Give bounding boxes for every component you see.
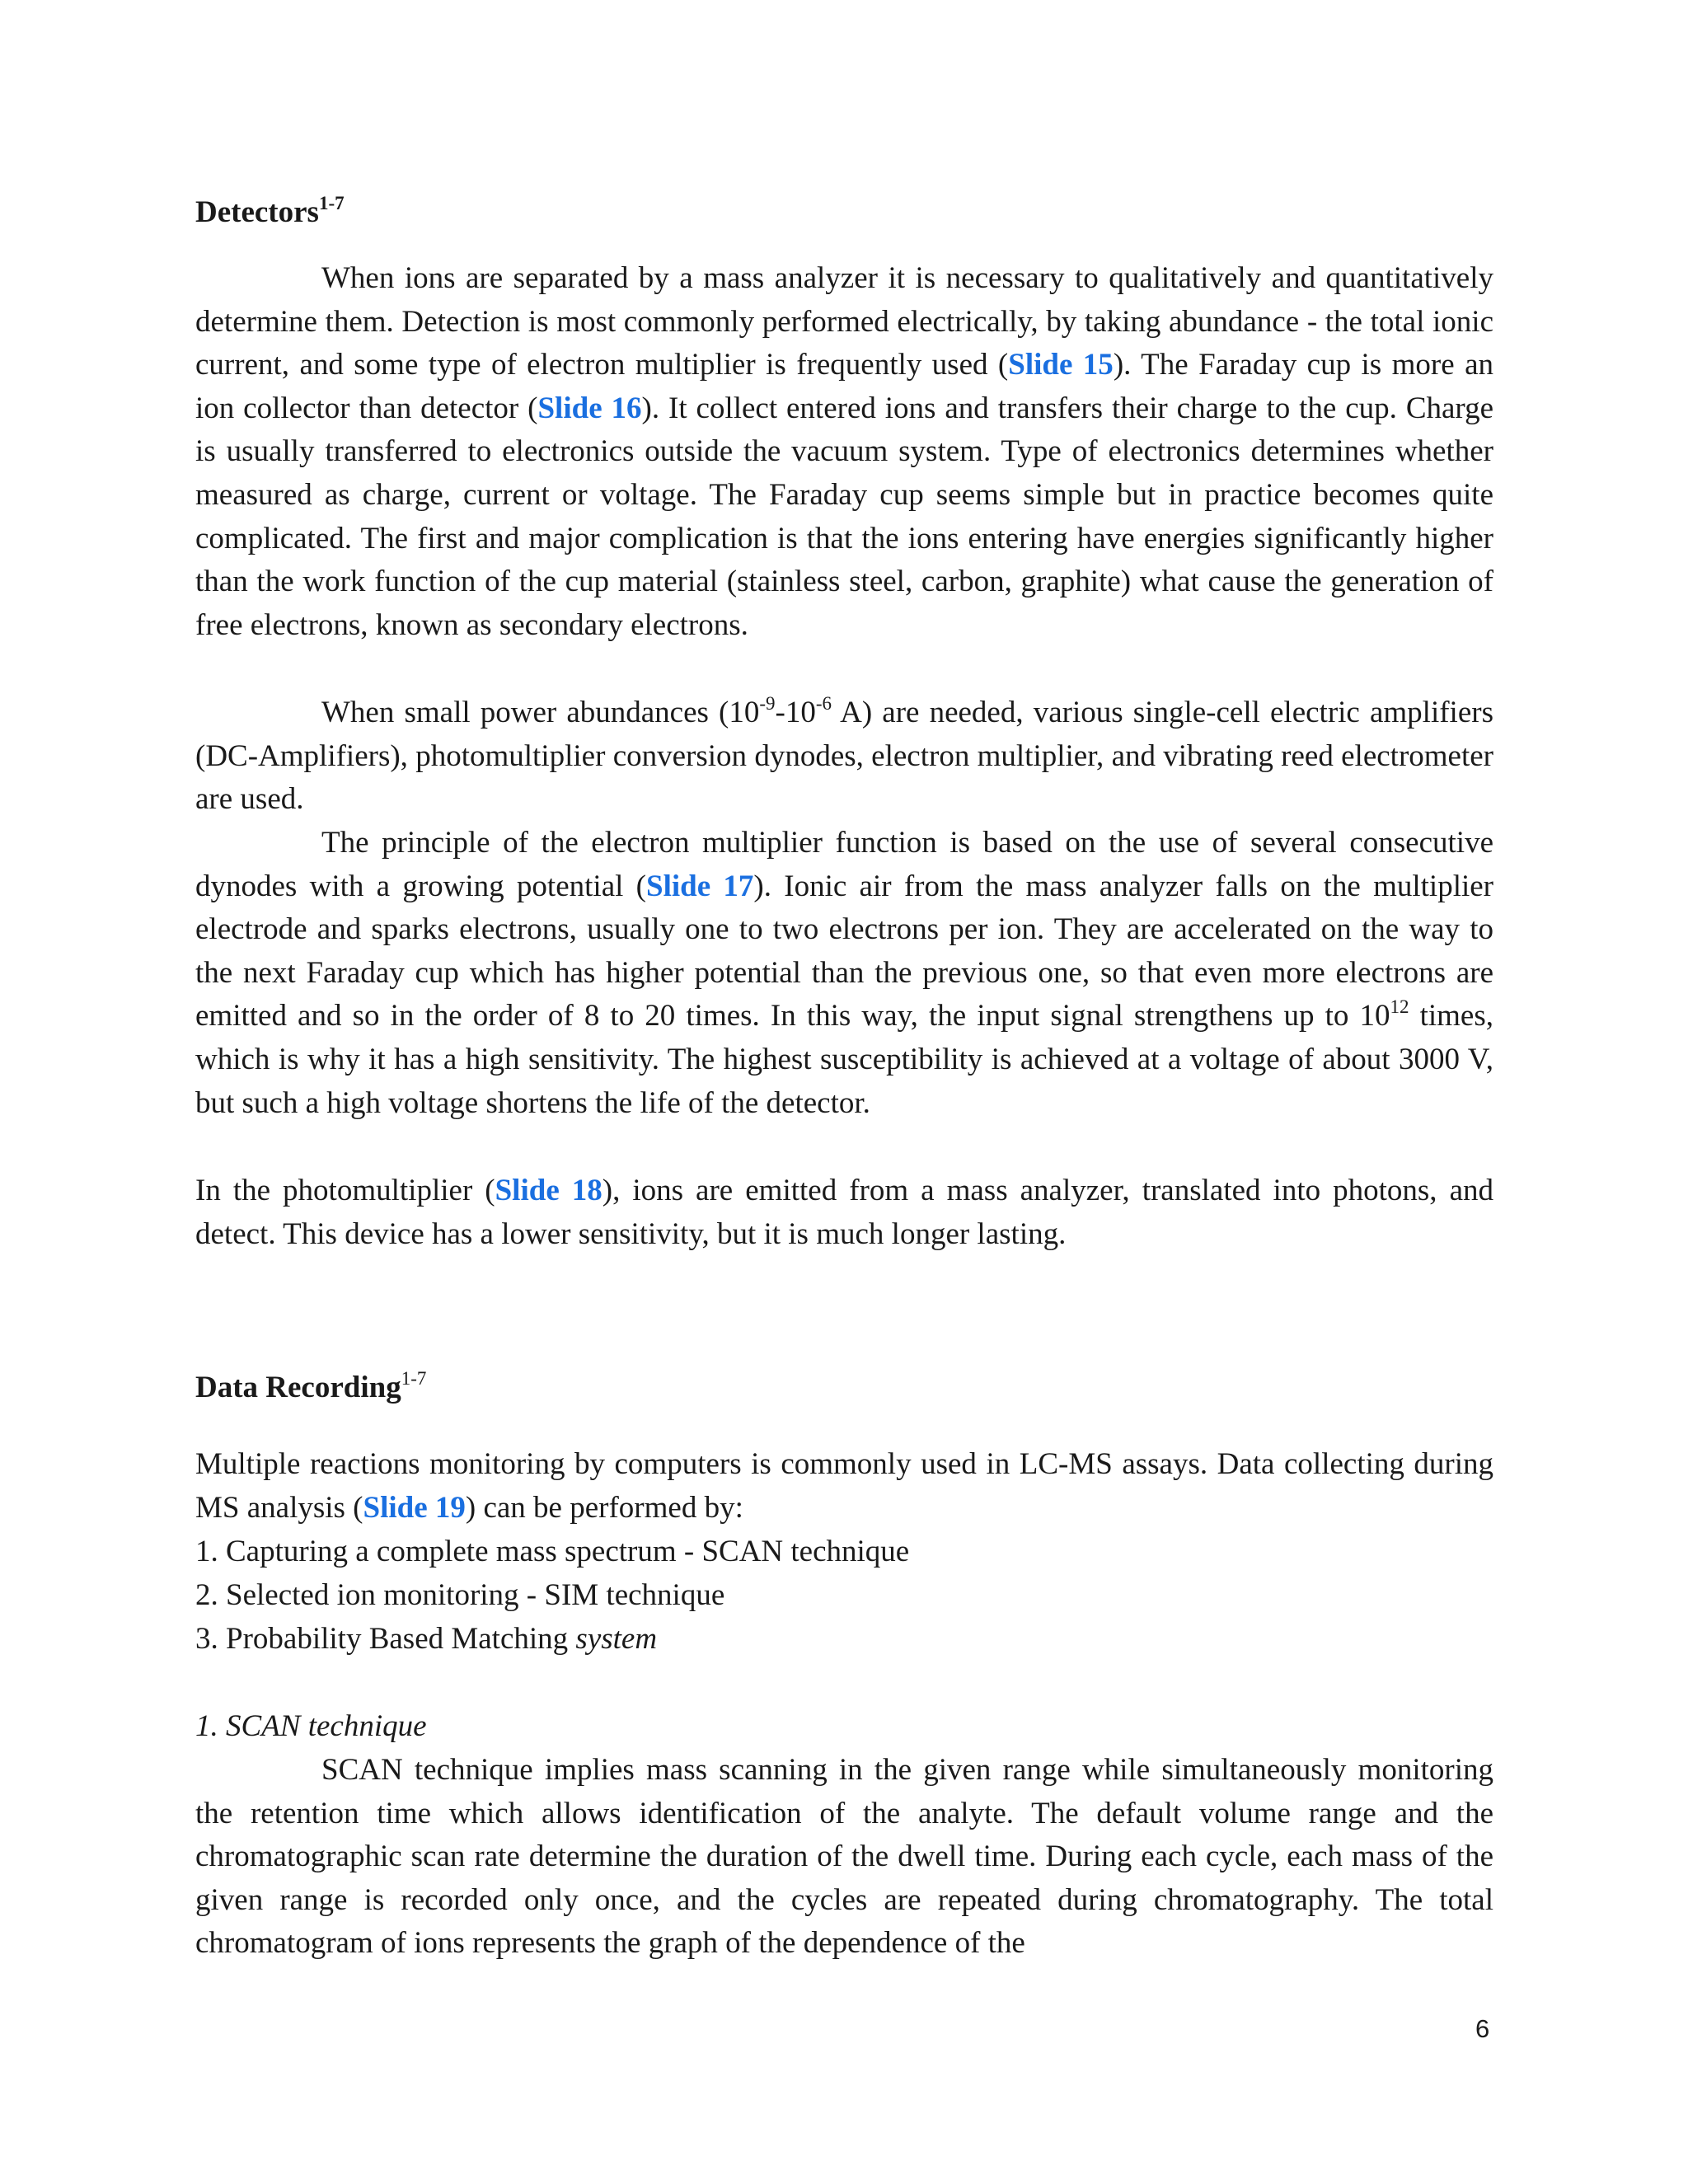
- text-run: The principle of the electron multiplier function is based on the use of several consecutive dynodes with a growing potential (: [195, 826, 1493, 903]
- heading-text: Detectors: [195, 195, 319, 229]
- text-run: Multiple reactions monitoring by computers is commonly used in LC-MS assays. Data collecting during MS analysis (: [195, 1447, 1493, 1525]
- heading-text: Data Recording: [195, 1371, 401, 1404]
- paragraph-data-collecting: [195, 1443, 1493, 1530]
- paragraph-photomultiplier: [195, 1169, 1493, 1256]
- text-run: A) are needed, various single-cell electric amplifiers (DC-Amplifiers), photomultiplier conversion dynodes, electron multiplier, and vibrating reed electrometer are used.: [195, 696, 1493, 817]
- text-run: ). It collect entered ions and transfers their charge to the cup. Charge is usually transferred to electronics outside the vacuum system. Type of electronics determines whether measured as charge, current or voltage. The Faraday cup seems simple but in practice becomes quite complicated. The first and major complication is that the ions entering have energies significantly higher than the work function of the cup material (stainless steel, carbon, graphite) what cause the generation of free electrons, known as secondary electrons.: [195, 391, 1493, 642]
- subheading-scan-technique: 1. SCAN technique: [195, 1709, 427, 1743]
- paragraph-amplifiers: [195, 691, 1493, 822]
- paragraph-electron-multiplier: [195, 822, 1493, 1125]
- italic-text: system: [575, 1622, 658, 1656]
- exponent: 12: [1390, 996, 1409, 1018]
- heading-reference: 1-7: [318, 193, 345, 213]
- heading-reference: 1-7: [401, 1368, 427, 1389]
- slide-19-link[interactable]: Slide 19: [363, 1490, 466, 1525]
- list-item: [195, 1618, 657, 1661]
- list-item: 2. Selected ion monitoring - SIM technique: [195, 1578, 725, 1612]
- paragraph-detection: [195, 257, 1493, 647]
- exponent: -6: [815, 693, 832, 714]
- paragraph-scan-technique: SCAN technique implies mass scanning in the given range while simultaneously monitoring the retention time which allows identification of the analyte. The default volume range and the chromatographic scan rate determine the duration of the dwell time. During each cycle, each mass of the given range is recorded only once, and the cycles are repeated during chromatography. The total chromatogram of ions represents the graph of the dependence of the: [195, 1753, 1493, 1961]
- section-heading-detectors: [195, 191, 345, 235]
- slide-18-link[interactable]: Slide 18: [495, 1174, 603, 1207]
- text-run: 3. Probability Based Matching: [195, 1622, 576, 1656]
- exponent: -9: [759, 693, 776, 714]
- slide-16-link[interactable]: Slide 16: [537, 391, 642, 425]
- page-number: 6: [1475, 2014, 1490, 2043]
- list-item: 1. Capturing a complete mass spectrum - SCAN technique: [195, 1535, 910, 1568]
- section-heading-data-recording: [195, 1366, 426, 1410]
- text-run: ), ions are emitted from a mass analyzer, translated into photons, and detect. This device has a lower sensitivity, but it is much longer lasting.: [195, 1174, 1493, 1251]
- text-run: In the photomultiplier (: [195, 1174, 495, 1207]
- slide-17-link[interactable]: Slide 17: [646, 869, 754, 903]
- text-run: ) can be performed by:: [465, 1490, 743, 1525]
- text-run: ). Ionic air from the mass analyzer falls on the multiplier electrode and sparks electrons, usually one to two electrons per ion. They are accelerated on the way to the next Faraday cup which has higher potential than the previous one, so that even more electrons are emitted and so in the order of 8 to 20 times. In this way, the input signal strengthens up to 10: [195, 869, 1493, 1033]
- text-run: -10: [775, 696, 816, 729]
- text-run: When ions are separated by a mass analyzer it is necessary to qualitatively and quantitatively determine them. Detection is most commonly performed electrically, by taking abundance - the total ionic current, and some type of electron multiplier is frequently used (: [195, 261, 1493, 382]
- text-run: times, which is why it has a high sensitivity. The highest susceptibility is achieved at a voltage of about 3000 V, but such a high voltage shortens the life of the detector.: [195, 999, 1493, 1120]
- text-run: When small power abundances (10: [321, 696, 760, 729]
- slide-15-link[interactable]: Slide 15: [1008, 348, 1114, 382]
- text-run: ). The Faraday cup is more an ion collector than detector (: [195, 348, 1493, 425]
